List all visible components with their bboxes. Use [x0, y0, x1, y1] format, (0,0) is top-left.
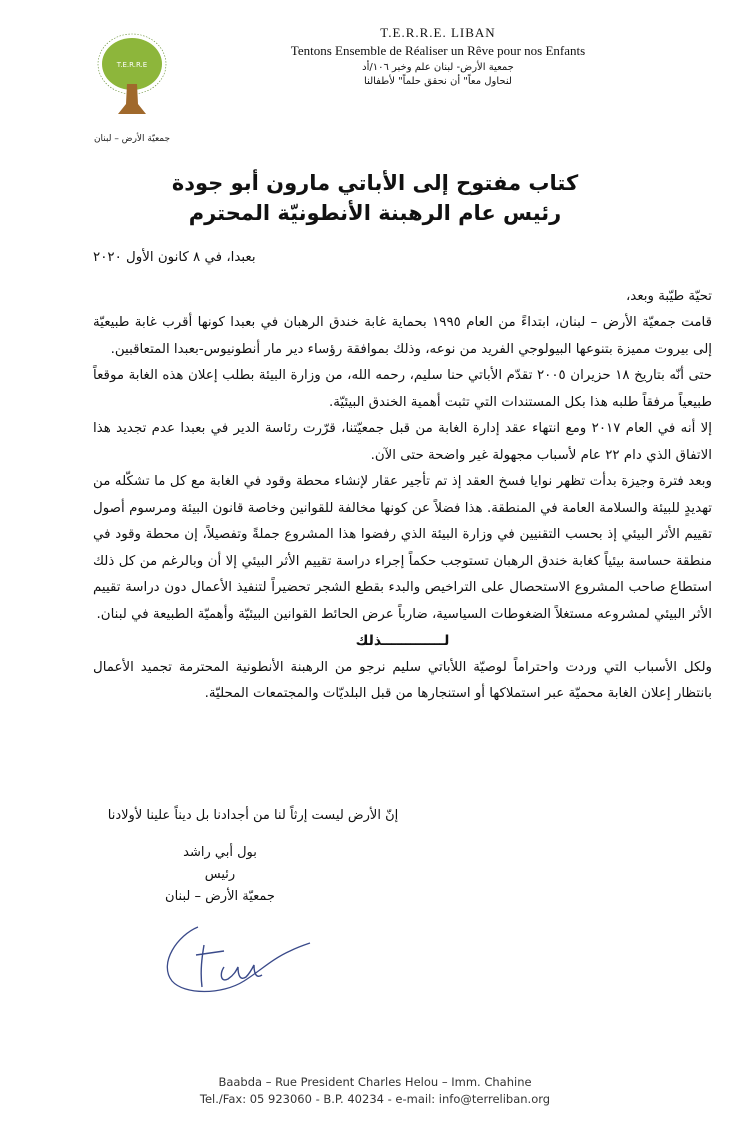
org-tagline: Tentons Ensemble de Réaliser un Rêve pour nos Enfants [290, 43, 586, 58]
org-registration-arabic: جمعية الأرض- لبنان علم وخبر ١٠٦/أد [362, 62, 514, 73]
paragraph-3: إلا أنه في العام ٢٠١٧ ومع انتهاء عقد إدارة الغابة من قبل جمعيّتنا، قرّرت رئاسة الدير في بعبدا عدم تجديد هذا الاتفاق الذي دام ٢٢ عام لأسباب مجهولة غير واضحة حتى الآن. [93, 421, 713, 463]
salutation: تحيّة طيّبة وبعد، [625, 288, 712, 304]
letterhead [238, 25, 638, 89]
letter-title [0, 168, 750, 228]
letter-date: بعبدا، في ٨ كانون الأول ٢٠٢٠ [93, 250, 256, 265]
motto-quote: إنّ الأرض ليست إرثاً لنا من أجدادنا بل ديناً علينا لأولادنا [107, 808, 399, 823]
handwritten-signature [140, 915, 320, 1015]
logo-tree-label: T.E.R.R.E [116, 61, 148, 69]
closing-paragraph: ولكل الأسباب التي وردت واحتراماً لوصيّة اللأباتي سليم نرجو من الرهبنة الأنطونية المحترمة تجميد الأعمال بانتظار إعلان الغابة محميّة عبر استملاكها أو استنجارها من قبل البلديّات والمجتمعات المحليّة. [93, 659, 712, 701]
org-name: T.E.R.R.E. LIBAN [380, 25, 496, 40]
signatory-name: بول أبي راشد [183, 845, 257, 860]
org-motto-arabic: لنحاول معاً" أن نحقق حلماً" لأطفالنا [364, 76, 512, 87]
title-line-2: رئيس عام الرهبنة الأنطونيّة المحترم [188, 201, 562, 225]
paragraph-2: حتى أنّه بتاريخ ١٨ حزيران ٢٠٠٥ تقدّم الأباتي حنا سليم، رحمه الله، من وزارة البيئة بطلب إعلان هذه الغابة موقعاً طبيعياً مرفقاً طلبه هذا بكل المستندات التي تثبت أهمية الخندق البيئيّة. [93, 368, 712, 410]
tree-logo-icon [92, 32, 172, 132]
paragraph-1: قامت جمعيّة الأرض – لبنان، ابتداءً من العام ١٩٩٥ بحماية غابة خندق الرهبان في بعبدا كونها أقرب غابة طبيعيّة إلى بيروت مميزة بتنوعها البيولوجي الفريد من نوعه، وذلك بموافقة رؤساء دير مار أنطونيوس-بعبدا المتعاقبين. [93, 315, 712, 357]
signatory-role: رئيس [204, 867, 236, 882]
footer [0, 1074, 750, 1108]
logo-caption: جمعيّة الأرض – لبنان [93, 134, 171, 144]
footer-address: Baabda – Rue President Charles Helou – Imm. Chahine [218, 1075, 532, 1089]
terre-liban-logo [92, 32, 172, 144]
paragraph-4: وبعد فترة وجيزة بدأت تظهر نوايا فسخ العقد إذ تم تأجير عقار لإنشاء محطة وقود في الغابة مع كل ما تشكّله من تهديدٍ للبيئة والسلامة العامة في المنطقة. هذا فضلاً عن كونها مخالفة للقوانين وخاصة قانون البيئة ومرسوم أصول تقييم الأثر البيئي إذ بحسب التقنيين في وزارة البيئة الذي رفضوا هذا المشروع جملةً وتفصيلاً، إن محطة وقود في منطقة حساسة بيئياً كغابة خندق الرهبان تستوجب حكماً إجراء دراسة تقييم الأثر البيئي إلا أن وبالرغم من كل ذلك استطاع صاحب المشروع الاستحصال على التراخيص والبدء بقطع الشجر تحضيراً لتنفيذ الأعمال دون دراسة تقييم الأثر البيئي لمشروعه مستغلاً الضغوطات السياسية، ضارباً عرض الحائط القوانين البيئيّة وأهميّة الطبيعة في لبنان. [93, 474, 712, 622]
therefore-heading: لـــــــــــــذلك [355, 633, 450, 649]
signatory-block [140, 842, 300, 908]
footer-contact: Tel./Fax: 05 923060 - B.P. 40234 - e-mail: info@terreliban.org [199, 1092, 551, 1106]
title-line-1: كتاب مفتوح إلى الأباتي مارون أبو جودة [171, 171, 579, 195]
letter-body [93, 245, 712, 708]
signatory-org: جمعيّة الأرض – لبنان [165, 889, 275, 904]
